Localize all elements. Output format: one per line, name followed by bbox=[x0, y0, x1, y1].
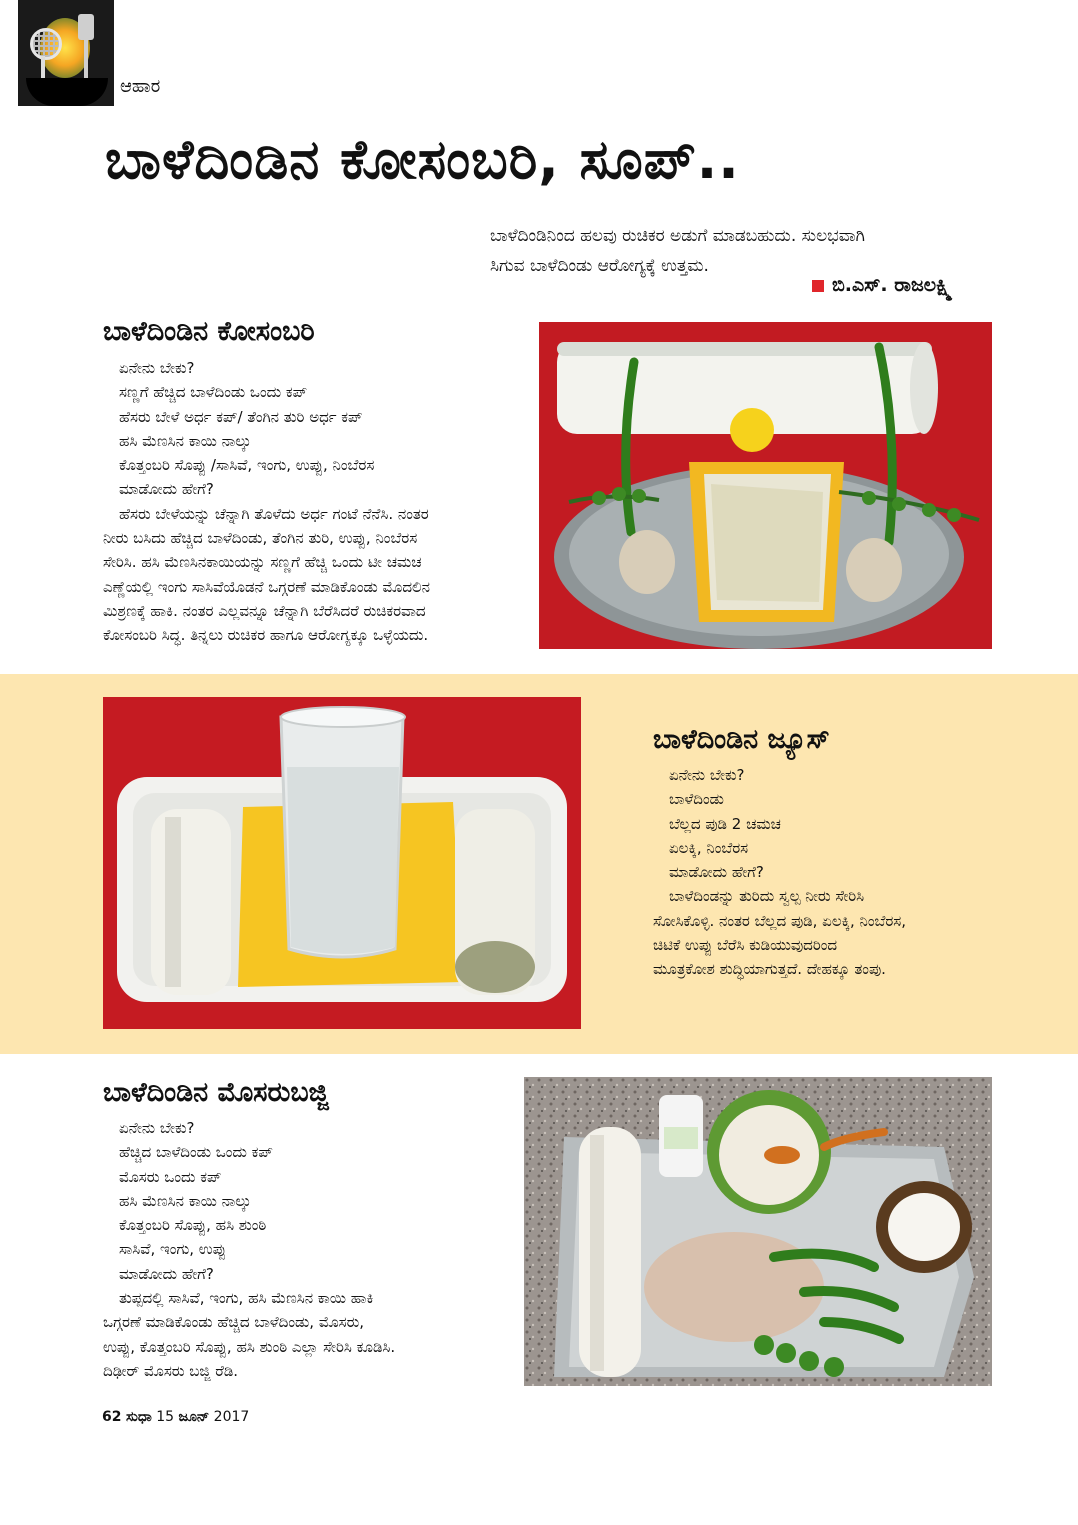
issue-year: 2017 bbox=[213, 1409, 250, 1425]
recipe-line: ಬೆಲ್ಲದ ಪುಡಿ 2 ಚಮಚ bbox=[669, 814, 781, 833]
recipe-line: ನೀರು ಬಸಿದು ಹೆಚ್ಚಿದ ಬಾಳೆದಿಂಡು, ತೆಂಗಿನ ತುರಿ, ಉಪ್ಪು, ನಿಂಬೆರಸ bbox=[103, 529, 418, 548]
juice-photo bbox=[103, 697, 581, 1029]
intro-line: ಸಿಗುವ ಬಾಳೆದಿಂಡು ಆರೋಗ್ಯಕ್ಕೆ ಉತ್ತಮ. bbox=[490, 256, 709, 276]
page-footer bbox=[102, 1409, 249, 1425]
author-byline bbox=[812, 274, 952, 296]
recipe-line: ಕೊತ್ತಂಬರಿ ಸೊಪ್ಪು, ಹಸಿ ಶುಂಠಿ bbox=[119, 1216, 267, 1235]
recipe-line: ಸೇರಿಸಿ. ಹಸಿ ಮೆಣಸಿನಕಾಯಿಯನ್ನು ಸಣ್ಣಗೆ ಹೆಚ್ಚಿ ಒಂದು ಟೀ ಚಮಚ bbox=[103, 553, 422, 572]
section-label: ಆಹಾರ bbox=[120, 76, 161, 97]
recipe-line: ಬಾಳೆದಿಂಡು bbox=[669, 790, 724, 809]
magazine-name: ಸುಧಾ bbox=[125, 1409, 152, 1425]
recipe-body-kosambari bbox=[103, 356, 528, 648]
recipe-line: ಹೆಸರು ಬೇಳೆ ಅರ್ಧ ಕಪ್/ ತೆಂಗಿನ ತುರಿ ಅರ್ಧ ಕಪ್ bbox=[119, 407, 363, 426]
issue-month: ಜೂನ್ bbox=[178, 1409, 210, 1425]
author-name: ಬಿ.ಎಸ್. ರಾಜಲಕ್ಷ್ಮಿ bbox=[832, 274, 953, 296]
recipe-line: ಏನೇನು ಬೇಕು? bbox=[669, 766, 745, 784]
recipe-line: ಒಗ್ಗರಣೆ ಮಾಡಿಕೊಂಡು ಹೆಚ್ಚಿದ ಬಾಳೆದಿಂಡು, ಮೊಸರು, bbox=[103, 1313, 365, 1332]
recipe-line: ಮೊಸರು ಒಂದು ಕಪ್ bbox=[119, 1167, 222, 1186]
recipe-line: ಎಣ್ಣೆಯಲ್ಲಿ ಇಂಗು ಸಾಸಿವೆಯೊಡನೆ ಒಗ್ಗರಣೆ ಮಾಡಿಕೊಂಡು ಮೊದಲಿನ bbox=[103, 577, 430, 596]
recipe-line: ಉಪ್ಪು, ಕೊತ್ತಂಬರಿ ಸೊಪ್ಪು, ಹಸಿ ಶುಂಠಿ ಎಲ್ಲಾ ಸೇರಿಸಿ ಕೂಡಿಸಿ. bbox=[103, 1337, 396, 1356]
recipe-line: ಹೆಚ್ಚಿದ ಬಾಳೆದಿಂಡು ಒಂದು ಕಪ್ bbox=[119, 1143, 273, 1162]
recipe-line: ಕೋಸಂಬರಿ ಸಿದ್ಧ. ತಿನ್ನಲು ರುಚಿಕರ ಹಾಗೂ ಆರೋಗ್ಯಕ್ಕೂ ಒಳ್ಳೆಯದು. bbox=[103, 626, 429, 645]
recipe-line: ಏನೇನು ಬೇಕು? bbox=[119, 359, 195, 377]
recipe-line: ಹಸಿ ಮೆಣಸಿನ ಕಾಯಿ ನಾಲ್ಕು bbox=[119, 431, 252, 450]
intro-line: ಬಾಳೆದಿಂಡಿನಿಂದ ಹಲವು ರುಚಿಕರ ಅಡುಗೆ ಮಾಡಬಹುದು. ಸುಲಭವಾಗಿ bbox=[490, 226, 865, 246]
kitchen-utensils-logo-icon bbox=[18, 0, 114, 106]
recipe-line: ಮಾಡೋದು ಹೇಗೆ? bbox=[669, 863, 764, 882]
recipe-line: ಮಾಡೋದು ಹೇಗೆ? bbox=[119, 480, 214, 499]
recipe-line: ಕೊತ್ತಂಬರಿ ಸೊಪ್ಪು /ಸಾಸಿವೆ, ಇಂಗು, ಉಪ್ಪು, ನಿಂಬೆರಸ bbox=[119, 456, 375, 475]
recipe-line: ಸೋಸಿಕೊಳ್ಳಿ. ನಂತರ ಬೆಲ್ಲದ ಪುಡಿ, ಏಲಕ್ಕಿ, ನಿಂಬೆರಸ, bbox=[653, 911, 907, 930]
recipe-line: ಮೂತ್ರಕೋಶ ಶುದ್ಧಿಯಾಗುತ್ತದೆ. ದೇಹಕ್ಕೂ ತಂಪು. bbox=[653, 960, 886, 979]
mosaru-bajji-photo bbox=[524, 1077, 992, 1386]
recipe-line: ಮಾಡೋದು ಹೇಗೆ? bbox=[119, 1264, 214, 1283]
recipe-line: ಏನೇನು ಬೇಕು? bbox=[119, 1119, 195, 1137]
recipe-line: ತುಪ್ಪದಲ್ಲಿ ಸಾಸಿವೆ, ಇಂಗು, ಹಸಿ ಮೆಣಸಿನ ಕಾಯಿ ಹಾಕಿ bbox=[119, 1289, 374, 1308]
recipe-line: ಸಾಸಿವೆ, ಇಂಗು, ಉಪ್ಪು bbox=[119, 1240, 227, 1259]
recipe-line: ದಿಢೀರ್ ಮೊಸರು ಬಜ್ಜಿ ರೆಡಿ. bbox=[103, 1361, 239, 1380]
article-intro bbox=[490, 221, 990, 281]
recipe-line: ಸಣ್ಣಗೆ ಹೆಚ್ಚಿದ ಬಾಳೆದಿಂಡು ಒಂದು ಕಪ್ bbox=[119, 383, 308, 402]
recipe-line: ಹಸಿ ಮೆಣಸಿನ ಕಾಯಿ ನಾಲ್ಕು bbox=[119, 1191, 252, 1210]
recipe-body-juice bbox=[653, 763, 1048, 982]
page-title: ಬಾಳೆದಿಂಡಿನ ಕೋಸಂಬರಿ, ಸೂಪ್.. bbox=[105, 128, 740, 191]
page-number: 62 bbox=[102, 1409, 122, 1425]
author-marker-icon bbox=[812, 280, 824, 292]
recipe-title-juice: ಬಾಳೆದಿಂಡಿನ ಜ್ಯೂಸ್ bbox=[653, 724, 830, 755]
recipe-line: ಚಿಟಿಕೆ ಉಪ್ಪು ಬೆರೆಸಿ ಕುಡಿಯುವುದರಿಂದ bbox=[653, 936, 838, 955]
recipe-title-kosambari: ಬಾಳೆದಿಂಡಿನ ಕೋಸಂಬರಿ bbox=[103, 316, 315, 347]
kosambari-photo bbox=[539, 322, 992, 649]
recipe-body-mosaru-bajji bbox=[103, 1116, 518, 1383]
issue-day: 15 bbox=[156, 1409, 175, 1425]
recipe-line: ಏಲಕ್ಕಿ, ನಿಂಬೆರಸ bbox=[669, 838, 749, 857]
recipe-line: ಮಿಶ್ರಣಕ್ಕೆ ಹಾಕಿ. ನಂತರ ಎಲ್ಲವನ್ನೂ ಚೆನ್ನಾಗಿ ಬೆರೆಸಿದರೆ ರುಚಿಕರವಾದ bbox=[103, 601, 426, 620]
recipe-line: ಬಾಳೆದಿಂಡನ್ನು ತುರಿದು ಸ್ವಲ್ಪ ನೀರು ಸೇರಿಸಿ bbox=[669, 887, 865, 906]
recipe-title-mosaru-bajji: ಬಾಳೆದಿಂಡಿನ ಮೊಸರುಬಜ್ಜಿ bbox=[103, 1077, 329, 1108]
recipe-line: ಹೆಸರು ಬೇಳೆಯನ್ನು ಚೆನ್ನಾಗಿ ತೊಳೆದು ಅರ್ಧ ಗಂಟೆ ನೆನೆಸಿ. ನಂತರ bbox=[119, 504, 429, 523]
